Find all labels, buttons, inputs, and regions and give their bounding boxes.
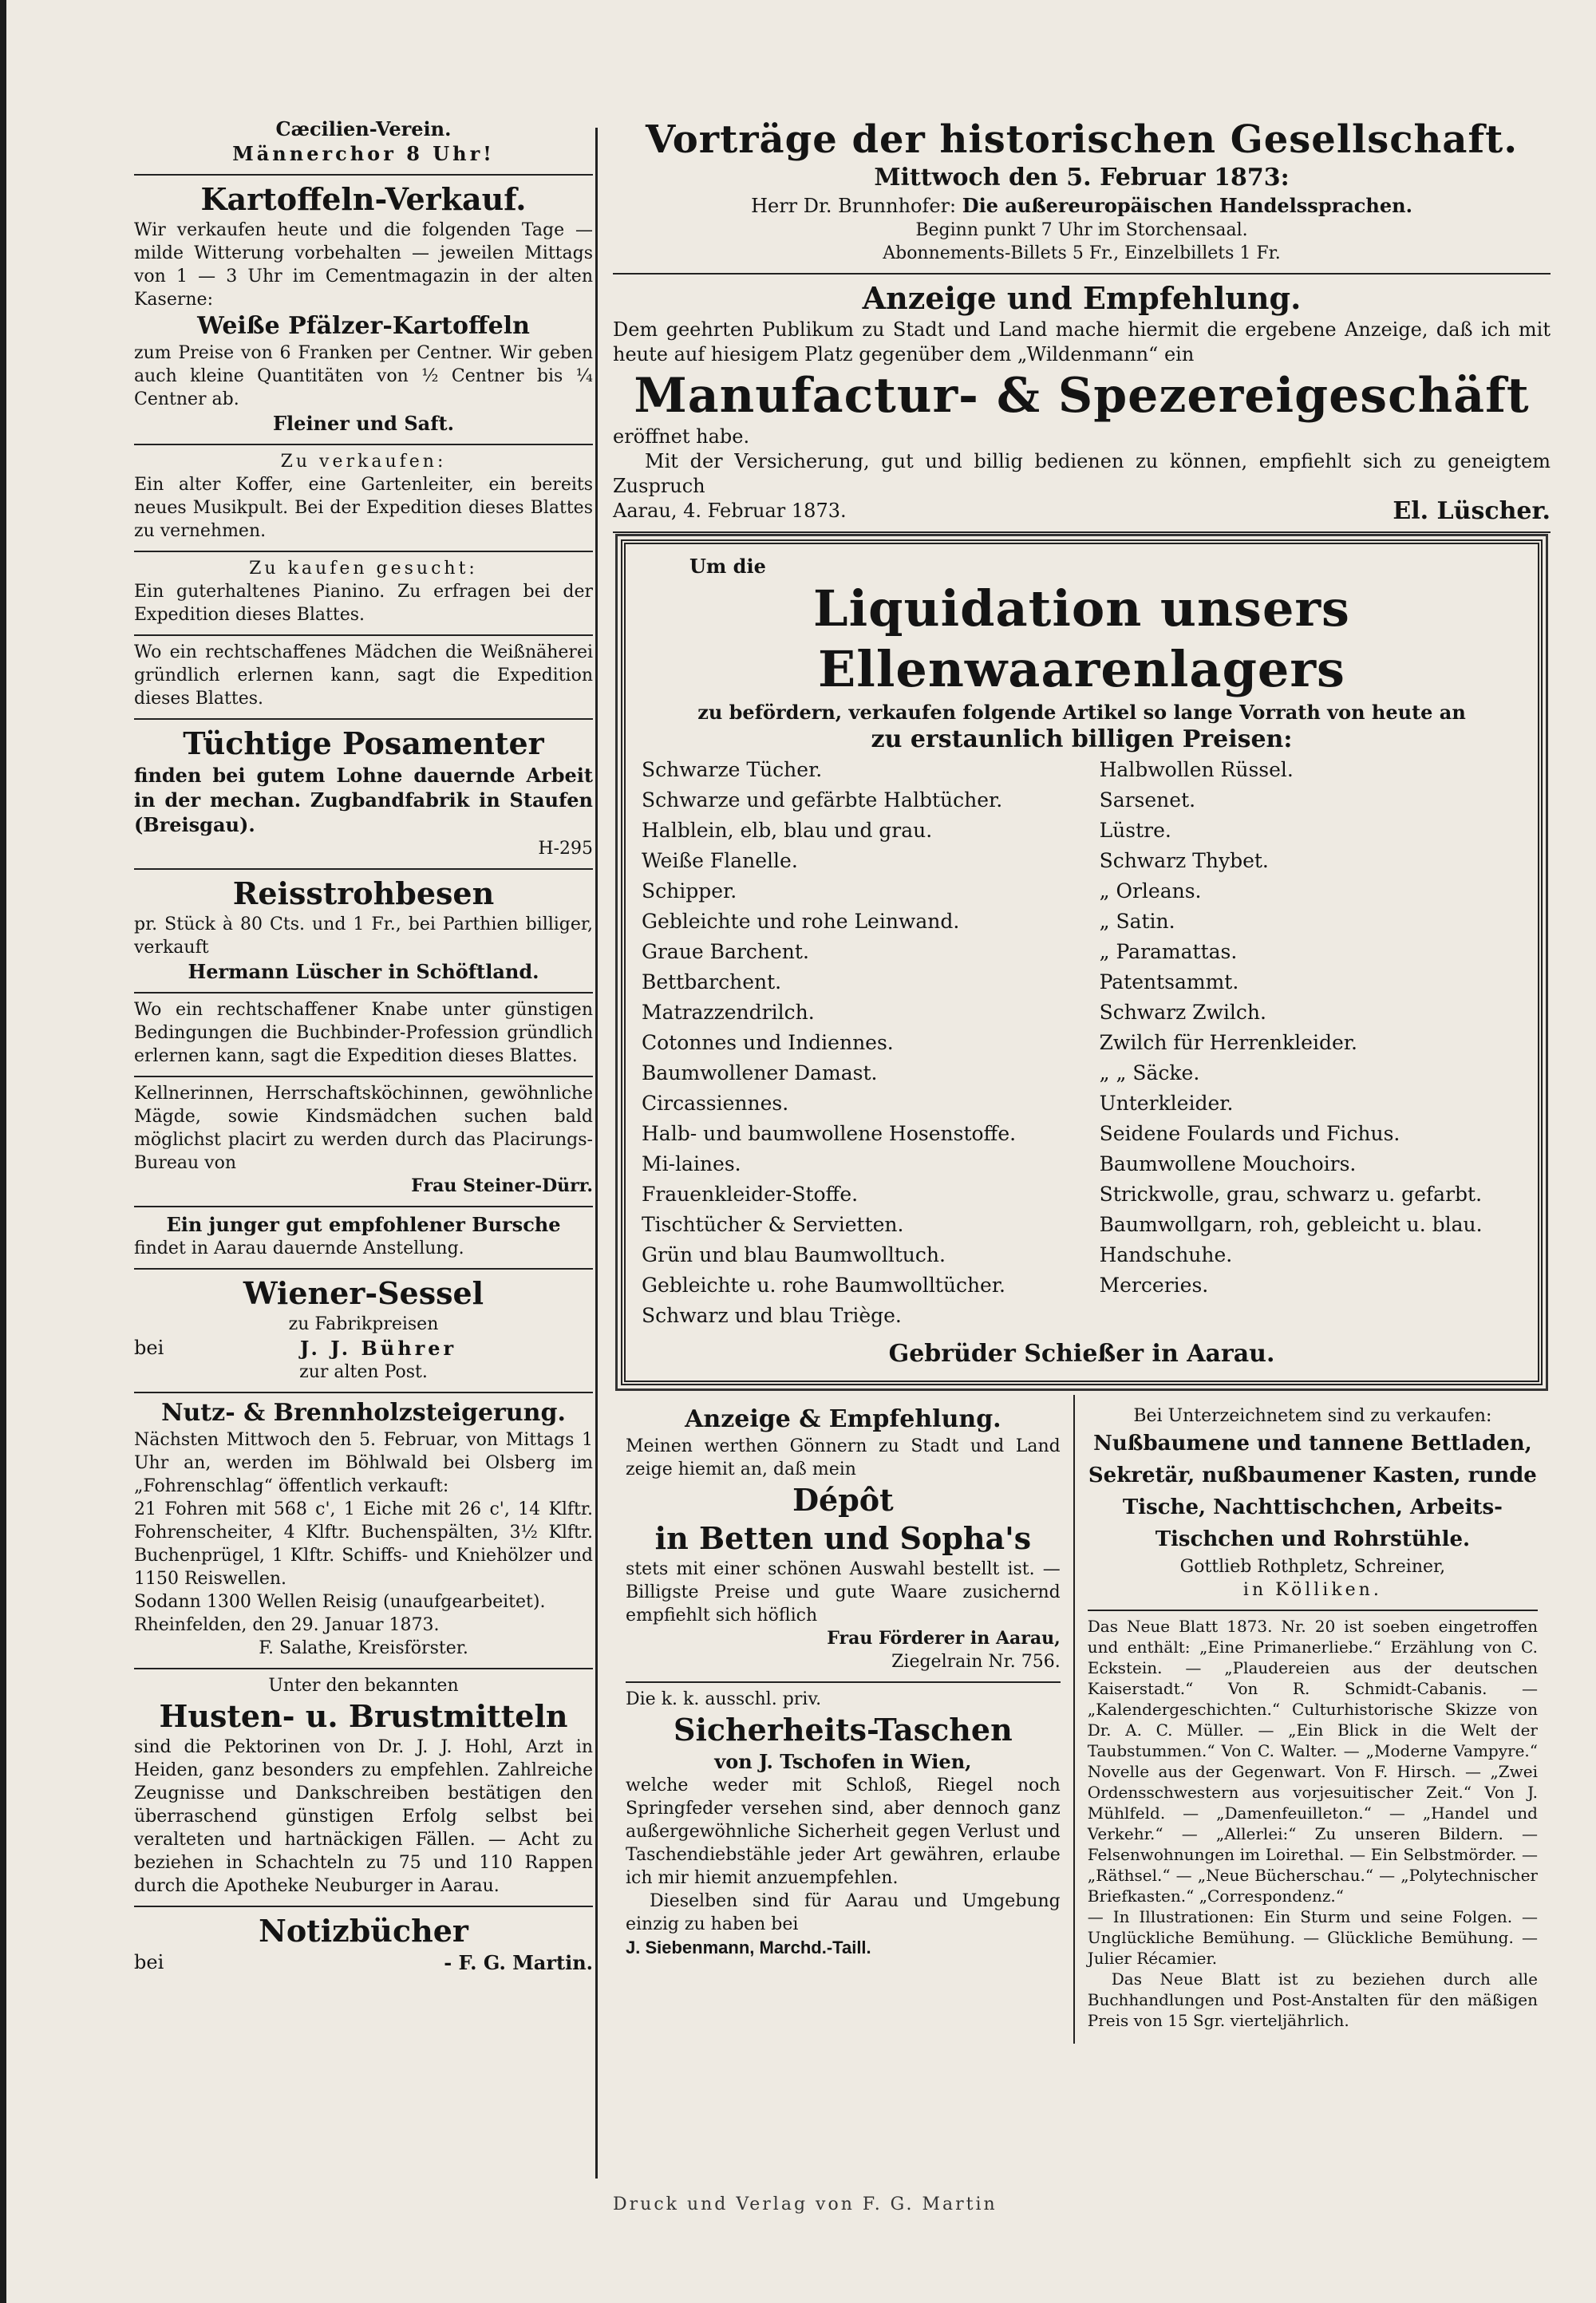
vortraege-speaker-line <box>613 193 1551 219</box>
liquidation-item: Schwarz Zwilch. <box>1099 1001 1266 1024</box>
depot-sign: Frau Förderer in Aarau, <box>827 1628 1061 1649</box>
liquidation-item: Seidene Foulards und Fichus. <box>1099 1122 1400 1145</box>
bettladen-sign: Gottlieb Rothpletz, Schreiner, <box>1179 1557 1446 1577</box>
taschen-text2: Dieselben sind für Aarau und Umgebung einzig zu haben bei <box>626 1891 1061 1934</box>
vortraege-topic: Die außereuropäischen Handelssprachen. <box>962 194 1412 217</box>
depot-title: Anzeige & Empfehlung. <box>685 1405 1001 1433</box>
liquidation-item: Gebleichte u. rohe Baumwolltücher. <box>642 1274 1006 1297</box>
ad-holzsteigerung <box>134 1393 593 1669</box>
ad-kartoffeln <box>134 176 593 445</box>
left-column <box>134 112 593 1983</box>
caecilien-line: Männerchor 8 Uhr! <box>232 142 495 165</box>
liquidation-item: „ Orleans. <box>1099 879 1202 903</box>
liquidation-item: Weiße Flanelle. <box>642 849 798 872</box>
zuverkaufen-text: Ein alter Koffer, eine Gartenleiter, ein bereits neues Musikpult. Bei der Expedition dieses Blattes zu vernehmen. <box>134 475 593 541</box>
wiener-name: J. J. Bührer <box>300 1337 457 1360</box>
liquidation-item: Frauenkleider-Stoffe. <box>642 1183 859 1206</box>
holz-date: Rheinfelden, den 29. Januar 1873. <box>134 1615 440 1635</box>
liquidation-item: „ „ Säcke. <box>1099 1061 1200 1084</box>
anzeige-text3: Mit der Versicherung, gut und billig bedienen zu können, empfiehlt sich zu geneigtem Zuspruch <box>613 450 1551 497</box>
anzeige-text2: eröffnet habe. <box>613 425 750 448</box>
reisstroh-title: Reisstrohbesen <box>232 875 495 911</box>
liquidation-pre: Um die <box>689 555 766 578</box>
liquidation-item: Sarsenet. <box>1099 788 1196 812</box>
liquidation-item: Schwarze und gefärbte Halbtücher. <box>642 788 1003 812</box>
taschen-pre: Die k. k. ausschl. priv. <box>626 1689 822 1709</box>
ad-notizbuecher <box>134 1907 593 1983</box>
liquidation-item: Mi-laines. <box>642 1152 741 1175</box>
liquidation-item: Schwarz und blau Triège. <box>642 1304 902 1327</box>
liquidation-item: Cotonnes und Indiennes. <box>642 1031 894 1054</box>
liquidation-item: Schwarz Thybet. <box>1099 849 1269 872</box>
holz-title: Nutz- & Brennholzsteigerung. <box>161 1399 566 1427</box>
vortraege-tickets: Abonnements-Billets 5 Fr., Einzelbillets 1 Fr. <box>883 243 1281 263</box>
depot-text1: Meinen werthen Gönnern zu Stadt und Land zeige hiemit an, daß mein <box>626 1436 1061 1479</box>
bettladen-pre: Bei Unterzeichnetem sind zu verkaufen: <box>1133 1406 1492 1426</box>
neueblatt-text3: Das Neue Blatt ist zu beziehen durch alle Buchhandlungen und Post-Anstalten für den mäßigen Preis von 15 Sgr. vierteljährlich. <box>1087 1969 1538 2030</box>
anzeige-text1: Dem geehrten Publikum zu Stadt und Land mache hiermit die ergebene Anzeige, daß ich mit heute auf hiesigem Platz gegenüber dem „Wildenmann“ ein <box>613 318 1551 365</box>
liquidation-items-right <box>1100 755 1522 1331</box>
liquidation-item: Matrazzendrilch. <box>642 1001 815 1024</box>
zuverkaufen-head: Zu verkaufen: <box>280 452 447 472</box>
bursche-text: findet in Aarau dauernde Anstellung. <box>134 1238 464 1258</box>
depot-head2: in Betten und Sopha's <box>654 1520 1032 1556</box>
ad-anzeige-manufactur <box>613 275 1551 533</box>
ad-bursche <box>134 1207 593 1270</box>
liquidation-sub: zu erstaunlich billigen Preisen: <box>871 725 1293 753</box>
reisstroh-sign: Hermann Lüscher in Schöftland. <box>188 960 539 983</box>
ad-depot <box>626 1400 1061 1683</box>
zukaufen-head: Zu kaufen gesucht: <box>249 559 478 579</box>
bettladen-place: in Kölliken. <box>1242 1580 1382 1600</box>
husten-pre: Unter den bekannten <box>268 1676 459 1696</box>
kartoffeln-sign: Fleiner und Saft. <box>273 412 454 435</box>
liquidation-item: Baumwollener Damast. <box>642 1061 878 1084</box>
depot-addr: Ziegelrain Nr. 756. <box>891 1652 1061 1672</box>
holz-text2: 21 Fohren mit 568 c', 1 Eiche mit 26 c', 14 Klftr. Fohrenscheiter, 4 Klftr. Buchenspälten, 3½ Klftr. Buchenprügel, 1 Klftr. Schiffs- und Kniehölzer und 1150 Reiswellen. <box>134 1499 593 1589</box>
neueblatt-text1: Das Neue Blatt 1873. Nr. 20 ist soeben eingetroffen und enthält: „Eine Primanerliebe.“ Erzählung von C. Eckstein. — „Plaudereien aus der deutschen Kaiserstadt.“ Von R. Schmidt-Cabanis. — „Kalendergeschichten.“ Culturhistorische Skizze von Dr. A. C. Müller. — „Ein Blick in die Welt der Taubstummen.“ Von C. Walter. — „Moderne Vampyre.“ Novelle aus der Gegenwart. Von F. Hirsch. — „Zwei Ordensschwestern aus vorjesuitischer Zeit.“ Von J. Mühlfeld. — „Damenfeuilleton.“ — „Handel und Verkehr.“ — „Allerlei:“ Zu unseren Bildern. — Felsenwohnungen im Loirethal. — Ein Selbstmörder. — „Räthsel.“ — „Neue Bücherschau.“ — „Polytechnischer Briefkasten.“ „Correspondenz.“ <box>1087 1617 1538 1906</box>
ad-zu-verkaufen <box>134 445 593 552</box>
wiener-title: Wiener-Sessel <box>243 1275 484 1311</box>
lower-right-block <box>613 1395 1551 2044</box>
posamenter-code: H-295 <box>538 839 593 859</box>
liquidation-item: „ Satin. <box>1099 910 1175 933</box>
anzeige-sign: El. Lüscher. <box>1393 497 1551 525</box>
lower-right-left <box>613 1395 1073 2044</box>
holz-text3: Sodann 1300 Wellen Reisig (unaufgearbeitet). <box>134 1592 546 1612</box>
bettladen-text: Nußbaumene und tannene Bettladen, Sekretär, nußbaumener Kasten, runde Tische, Nachttischchen, Arbeits-Tischchen und Rohrstühle. <box>1088 1432 1537 1551</box>
buchbinder-text: Wo ein rechtschaffener Knabe unter günstigen Bedingungen die Buchbinder-Profession gründlich erlernen kann, sagt die Expedition dieses Blattes. <box>134 1000 593 1066</box>
anzeige-title: Anzeige und Empfehlung. <box>862 280 1302 316</box>
kartoffeln-product: Weiße Pfälzer-Kartoffeln <box>197 312 530 340</box>
wiener-bei: bei <box>134 1337 164 1359</box>
kartoffeln-text2: zum Preise von 6 Franken per Centner. Wir geben auch kleine Quantitäten von ½ Centner bis ¼ Centner ab. <box>134 343 593 409</box>
liquidation-item: Circassiennes. <box>642 1092 789 1115</box>
liquidation-item: Halb- und baumwollene Hosenstoffe. <box>642 1122 1017 1145</box>
anzeige-footer <box>613 499 1551 523</box>
kartoffeln-text1: Wir verkaufen heute und die folgenden Tage — milde Witterung vorbehalten — jeweilen Mittags von 1 — 3 Uhr im Cementmagazin in der alten Kaserne: <box>134 220 593 310</box>
ad-neue-blatt <box>1088 1611 1538 2039</box>
liquidation-title: Liquidation unsers Ellenwaarenlagers <box>813 579 1350 698</box>
liquidation-item: Halblein, elb, blau und grau. <box>642 819 933 842</box>
liquidation-item: Schipper. <box>642 879 737 903</box>
ad-wiener-sessel <box>134 1270 593 1393</box>
liquidation-item: Strickwolle, grau, schwarz u. gefarbt. <box>1099 1183 1483 1206</box>
notiz-sign: - F. G. Martin. <box>444 1951 593 1974</box>
anzeige-shop: Manufactur- & Spezereigeschäft <box>634 368 1530 424</box>
wiener-line <box>134 1336 593 1361</box>
liquidation-item: Gebleichte und rohe Leinwand. <box>642 910 960 933</box>
ad-liquidation <box>621 539 1543 1385</box>
ad-caecilien <box>134 112 593 176</box>
zukaufen-text: Ein guterhaltenes Pianino. Zu erfragen bei der Expedition dieses Blattes. <box>134 582 593 625</box>
taschen-sign: J. Siebenmann, Marchd.-Taill. <box>626 1938 871 1957</box>
vortraege-date: Mittwoch den 5. Februar 1873: <box>874 164 1290 192</box>
reisstroh-text: pr. Stück à 80 Cts. und 1 Fr., bei Parthien billiger, verkauft <box>134 914 593 958</box>
liquidation-item: Lüstre. <box>1099 819 1171 842</box>
liquidation-item: Patentsammt. <box>1099 970 1239 993</box>
liquidation-item: Baumwollene Mouchoirs. <box>1099 1152 1357 1175</box>
liquidation-item: Zwilch für Herrenkleider. <box>1099 1031 1357 1054</box>
wiener-sub: zu Fabrikpreisen <box>288 1314 439 1334</box>
ad-buchbinder <box>134 993 593 1077</box>
taschen-title: Sicherheits-Taschen <box>674 1712 1013 1748</box>
notiz-line <box>134 1950 593 1975</box>
kellnerinnen-text: Kellnerinnen, Herrschaftsköchinnen, gewöhnliche Mägde, sowie Kindsmädchen suchen bald möglichst placirt zu werden durch das Placirungs-Bureau von <box>134 1084 593 1173</box>
anzeige-date: Aarau, 4. Februar 1873. <box>613 500 847 522</box>
liquidation-item: Handschuhe. <box>1099 1243 1233 1266</box>
liquidation-item: Grün und blau Baumwolltuch. <box>642 1243 946 1266</box>
holz-sign: F. Salathe, Kreisförster. <box>259 1638 468 1658</box>
kellnerinnen-sign: Frau Steiner-Dürr. <box>411 1175 593 1196</box>
newspaper-page <box>6 0 1596 2303</box>
liquidation-sign: Gebrüder Schießer in Aarau. <box>888 1340 1275 1368</box>
caecilien-title: Cæcilien-Verein. <box>275 117 452 140</box>
ad-posamenter <box>134 720 593 870</box>
right-column <box>613 112 1551 2044</box>
taschen-by: von J. Tschofen in Wien, <box>714 1750 972 1773</box>
wiener-place: zur alten Post. <box>299 1362 428 1382</box>
depot-head1: Dépôt <box>792 1482 894 1518</box>
liquidation-item: Merceries. <box>1099 1274 1209 1297</box>
notiz-title: Notizbücher <box>259 1913 468 1949</box>
husten-text: sind die Pektorinen von Dr. J. J. Hohl, Arzt in Heiden, ganz besonders zu empfehlen. Zahlreiche Zeugnisse und Dankschreiben bestätigen den überraschend günstigen Erfolg selbst bei veralteten und hartnäckigen Fällen. — Acht zu beziehen in Schachteln zu 75 und 110 Rappen durch die Apotheke Neuburger in Aarau. <box>134 1737 593 1896</box>
ad-kellnerinnen <box>134 1077 593 1207</box>
liquidation-item: Schwarze Tücher. <box>642 758 823 781</box>
posamenter-title: Tüchtige Posamenter <box>183 725 544 761</box>
liquidation-items <box>642 755 1522 1331</box>
ad-sicherheitstaschen <box>626 1683 1061 1967</box>
ad-vortraege <box>613 112 1551 275</box>
ad-zu-kaufen <box>134 552 593 636</box>
liquidation-text: zu befördern, verkaufen folgende Artikel so lange Vorrath von heute an <box>697 701 1466 724</box>
liquidation-item: Graue Barchent. <box>642 940 809 963</box>
ad-reisstrohbesen <box>134 870 593 993</box>
notiz-bei: bei <box>134 1951 164 1973</box>
husten-title: Husten- u. Brustmitteln <box>159 1698 568 1734</box>
liquidation-items-left <box>642 755 1064 1331</box>
bursche-head: Ein junger gut empfohlener Bursche <box>166 1213 561 1236</box>
lower-right-right <box>1073 1395 1551 2044</box>
ad-husten <box>134 1669 593 1907</box>
taschen-text1: welche weder mit Schloß, Riegel noch Springfeder versehen sind, aber dennoch ganz außergewöhnliche Sicherheit gegen Verlust und Taschendiebstähle jeder Art gewähren, erlaube ich mir hiemit anzuempfehlen. <box>626 1776 1061 1888</box>
depot-text2: stets mit einer schönen Auswahl bestellt ist. — Billigste Preise und gute Waare zusichernd empfiehlt sich höflich <box>626 1559 1061 1626</box>
liquidation-item: Unterkleider. <box>1099 1092 1234 1115</box>
liquidation-item: Baumwollgarn, roh, gebleicht u. blau. <box>1099 1213 1483 1236</box>
posamenter-text: finden bei gutem Lohne dauernde Arbeit in der mechan. Zugbandfabrik in Staufen (Breisgau). <box>134 764 593 836</box>
column-divider <box>595 128 598 2179</box>
liquidation-item: Halbwollen Rüssel. <box>1099 758 1294 781</box>
neueblatt-text2: — In Illustrationen: Ein Sturm und seine Folgen. — Unglückliche Bemühung. — Glückliche Bemühung. — Julier Récamier. <box>1087 1907 1538 1968</box>
liquidation-item: „ Paramattas. <box>1099 940 1238 963</box>
ad-weissnaeherei <box>134 636 593 720</box>
liquidation-item: Tischtücher & Servietten. <box>642 1213 904 1236</box>
holz-text1: Nächsten Mittwoch den 5. Februar, von Mittags 1 Uhr an, werden im Böhlwald bei Olsberg im „Fohrenschlag“ öffentlich verkauft: <box>134 1430 593 1496</box>
liquidation-item: Bettbarchent. <box>642 970 782 993</box>
kartoffeln-title: Kartoffeln-Verkauf. <box>200 181 527 217</box>
imprint-footer: Druck und Verlag von F. G. Martin <box>613 2194 998 2214</box>
vortraege-begin: Beginn punkt 7 Uhr im Storchensaal. <box>915 220 1248 240</box>
weissnaeherei-text: Wo ein rechtschaffenes Mädchen die Weißnäherei gründlich erlernen kann, sagt die Expedition dieses Blattes. <box>134 642 593 709</box>
vortraege-title: Vorträge der historischen Gesellschaft. <box>645 117 1519 162</box>
vortraege-speaker: Herr Dr. Brunnhofer: <box>751 195 957 217</box>
ad-bettladen <box>1088 1400 1538 1611</box>
